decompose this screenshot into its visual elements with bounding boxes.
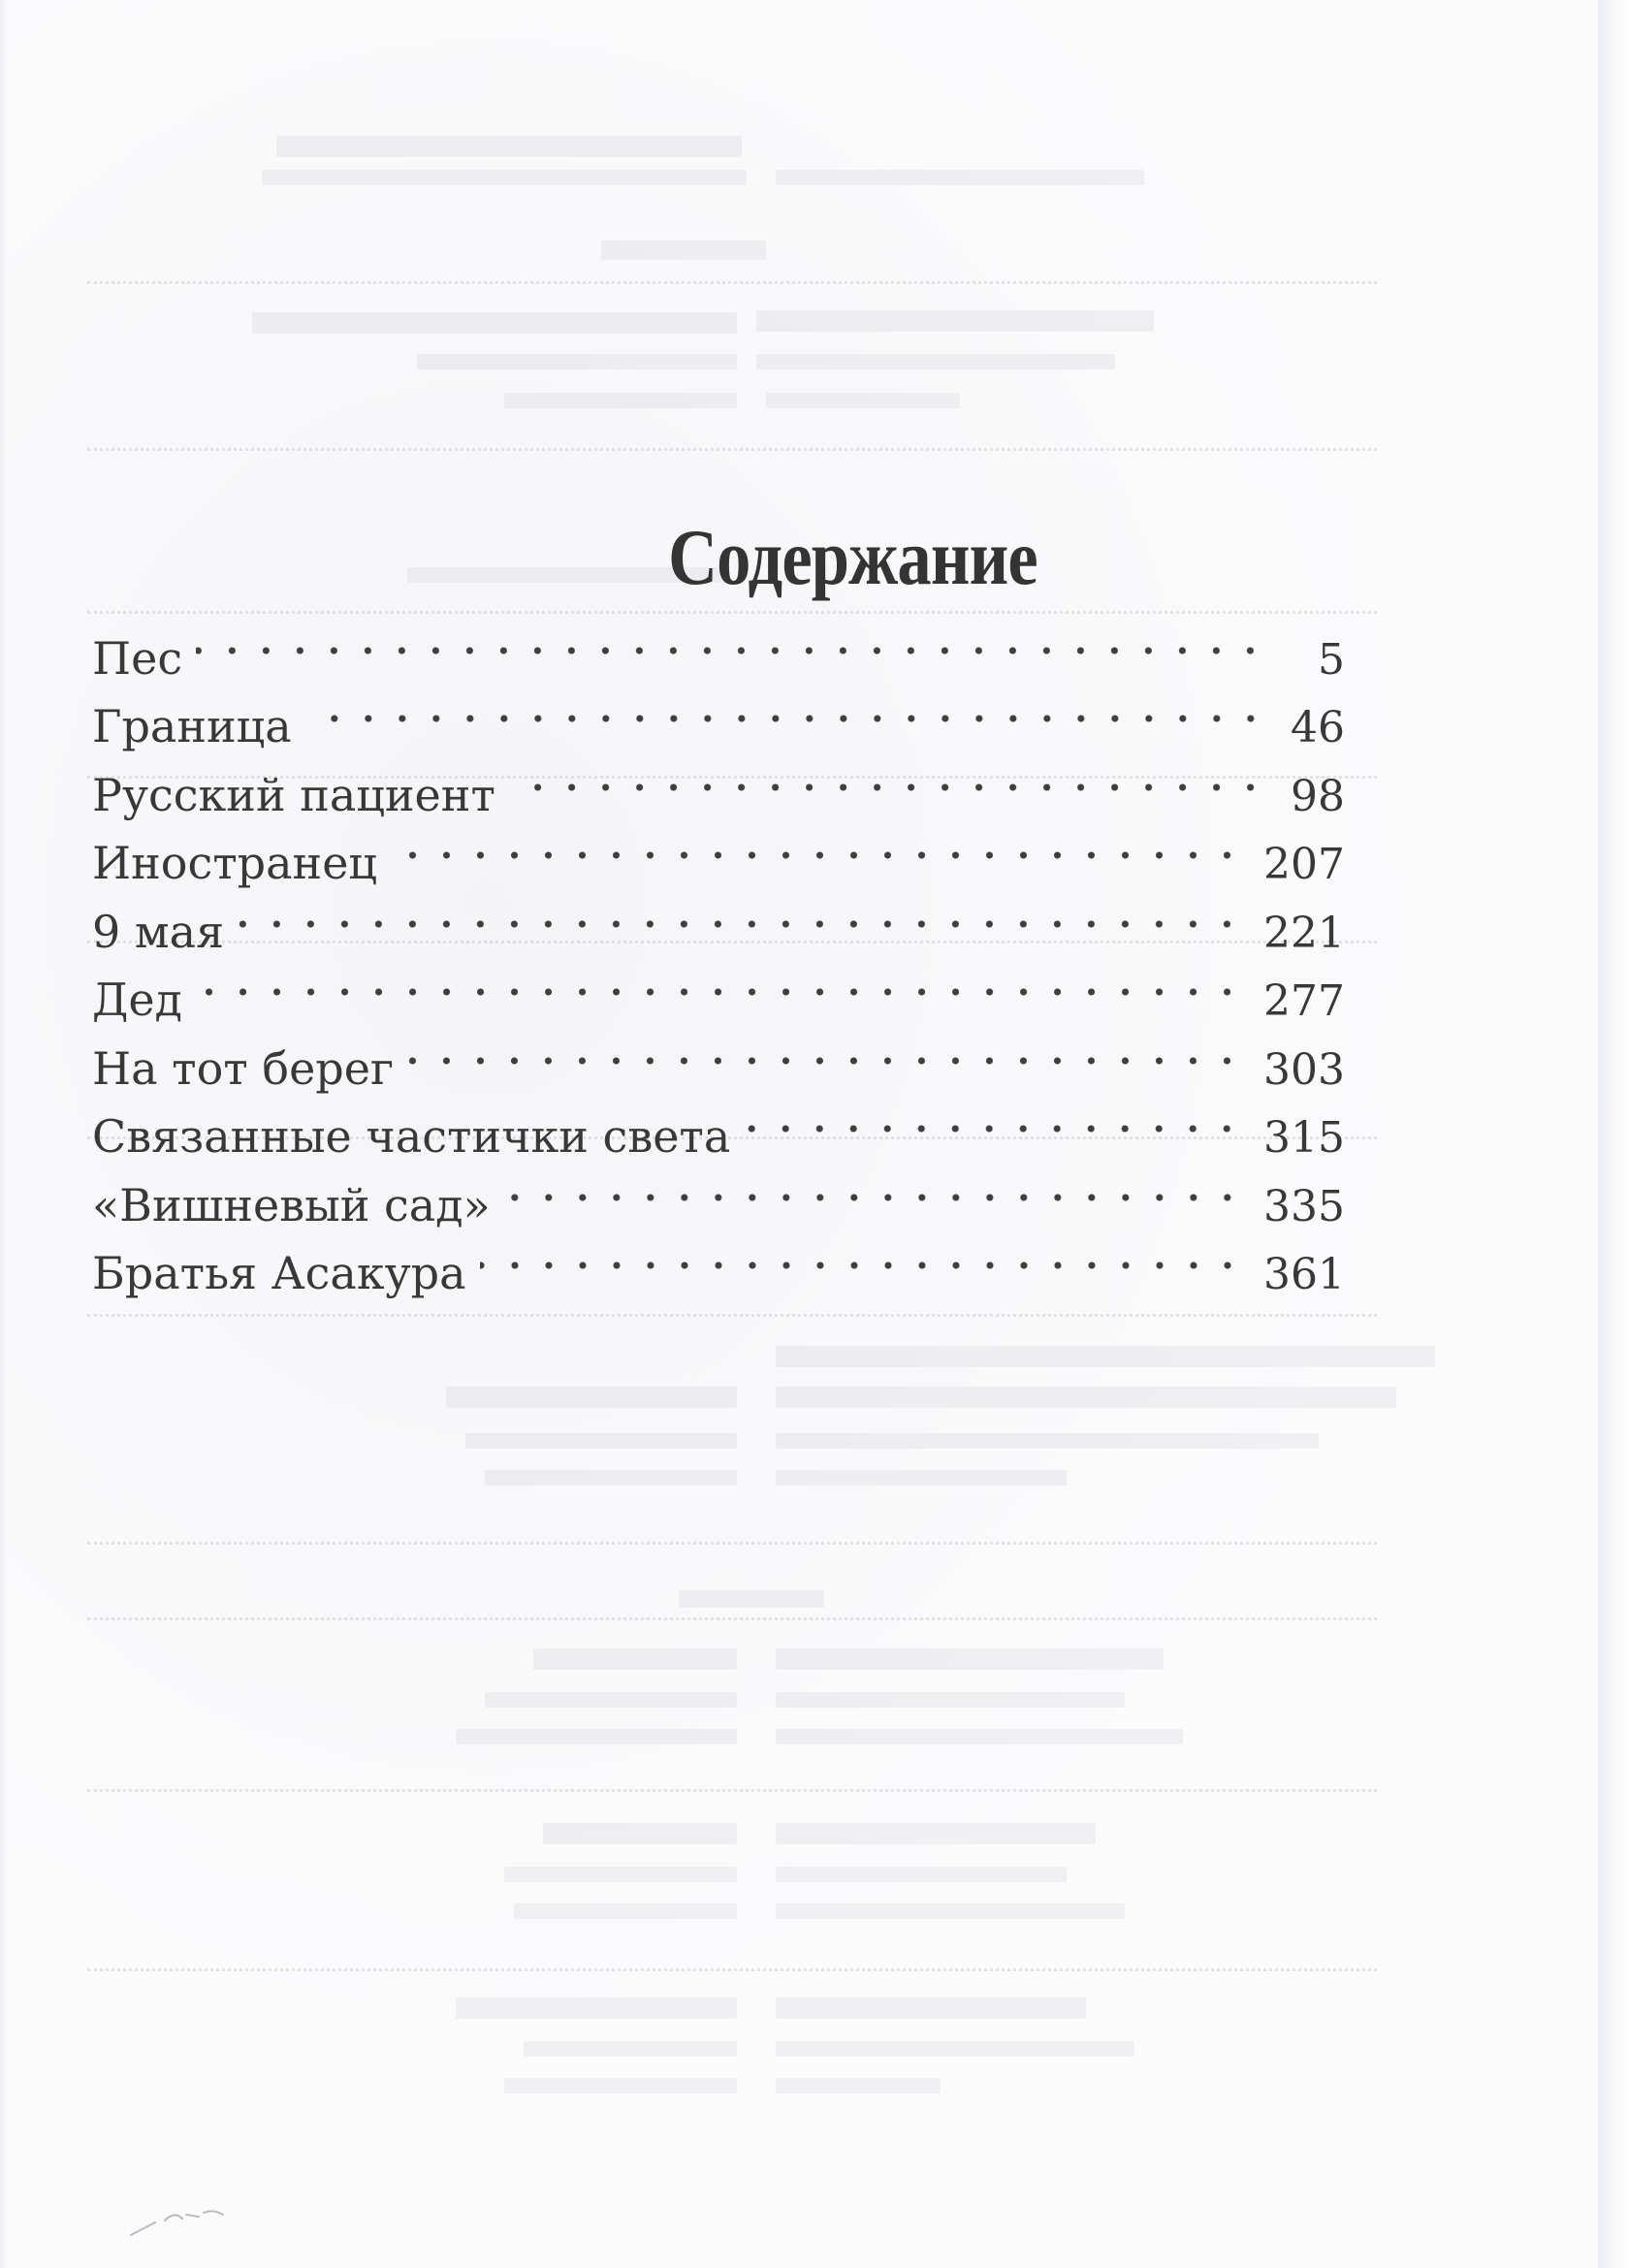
toc-entry-page: 335 — [1263, 1181, 1345, 1231]
toc-entry-title: На тот берег — [92, 1041, 395, 1095]
leader-dots — [391, 811, 1244, 879]
leader-dots — [305, 674, 1267, 743]
toc-entry-page: 207 — [1263, 840, 1345, 889]
toc-entry — [92, 1015, 1345, 1095]
toc-entry-page: 303 — [1263, 1044, 1345, 1095]
toc-entry-page: 315 — [1263, 1113, 1345, 1163]
leader-dots — [509, 742, 1267, 811]
toc-entry-page: 277 — [1263, 976, 1345, 1026]
toc-entry-page: 46 — [1291, 703, 1345, 752]
table-of-contents — [92, 605, 1345, 1299]
leader-dots — [407, 1015, 1244, 1084]
toc-entry — [92, 947, 1345, 1026]
leader-dots — [480, 1221, 1244, 1290]
leader-dots — [238, 878, 1244, 947]
toc-entry-title: «Вишневый сад» — [92, 1178, 491, 1231]
toc-entry-page: 221 — [1263, 908, 1345, 958]
toc-entry-title: Русский пациент — [92, 768, 495, 821]
toc-entry-title: Связанные частички света — [92, 1110, 731, 1163]
toc-entry-title: Иностранец — [92, 837, 378, 889]
page-edge-shadow — [1598, 0, 1628, 2268]
toc-entry — [92, 674, 1345, 752]
leader-dots — [744, 1084, 1244, 1153]
toc-entry-page: 98 — [1291, 771, 1345, 821]
toc-entry-title: Пес — [92, 631, 183, 685]
toc-entry-title: Братья Асакура — [92, 1247, 466, 1299]
toc-entry — [92, 605, 1345, 685]
leader-dots — [504, 1152, 1244, 1221]
toc-entry-title: 9 мая — [92, 905, 225, 958]
toc-entry — [92, 878, 1345, 958]
leader-dots — [196, 605, 1267, 674]
toc-entry-page: 361 — [1263, 1250, 1345, 1299]
pencil-mark — [126, 2201, 233, 2240]
leader-dots — [196, 947, 1244, 1016]
page-title: Содержание — [668, 512, 1037, 601]
toc-entry-title: Дед — [92, 974, 182, 1026]
page-left-edge — [0, 0, 8, 2268]
toc-entry-page: 5 — [1318, 634, 1345, 685]
toc-entry-title: Граница — [92, 700, 292, 752]
